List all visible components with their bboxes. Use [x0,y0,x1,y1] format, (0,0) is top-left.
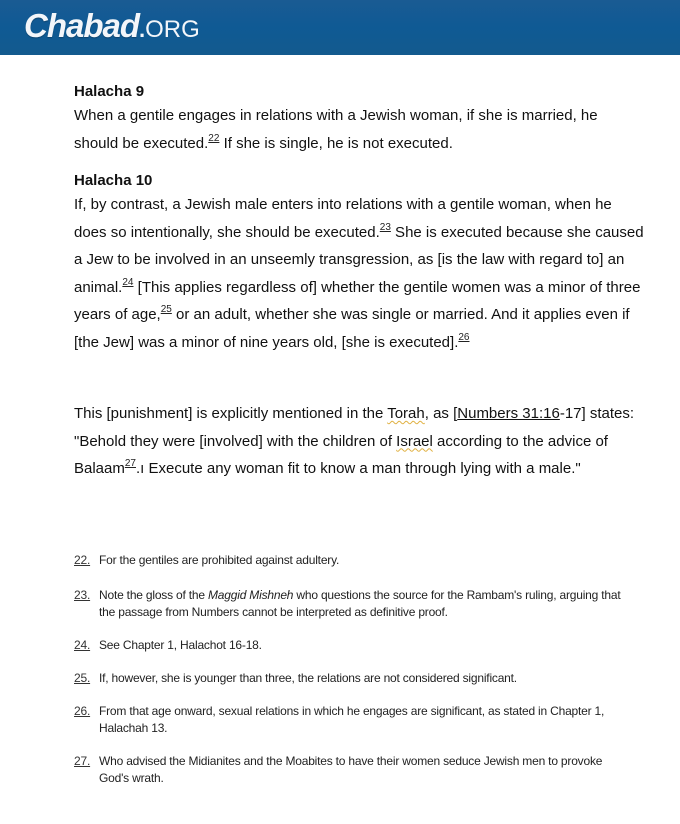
footnote-text: Who advised the Midianites and the Moabites to have their women seduce Jewish men to provoke God's wrath. [99,754,603,785]
text-span: or an adult, whether she was single or married. And it applies even if [the Jew] was a minor of nine years old, [she is executed]. [74,306,630,351]
footnote-link-26[interactable]: 26 [458,331,470,343]
glossary-term-israel[interactable]: Israel [396,432,433,450]
footnote-item [74,552,634,569]
footnote-link-22[interactable]: 22 [208,132,220,144]
footnote-number [74,670,99,687]
footnote-link-25[interactable]: 25 [160,304,172,315]
glossary-term-torah[interactable]: Torah [387,405,425,422]
halacha-10-section [74,171,644,356]
halacha-9-text [74,102,644,157]
footnote-number [74,552,99,569]
text-span: , as [ [424,405,458,422]
text-span: If she is single, he is not executed. [219,134,453,152]
footnote-ref-23 [380,222,391,233]
footnote-back-link-27[interactable]: 27. [74,754,91,768]
halacha-9-title: Halacha 9 [74,83,145,100]
footnote-item [74,753,634,787]
text-span: She is executed because she caused a Jew to be involved in an unseemly transgression, as [is the law with regard to] an animal. [74,223,644,296]
footnote-ref-27 [125,458,136,469]
footnote-ref-26 [458,332,469,343]
footnote-link-24[interactable]: 24 [122,276,134,288]
text-span: who questions the source for the Rambam's ruling, arguing that the passage from Numbers cannot be interpreted as definitive proof. [99,588,621,619]
footnote-ref-25 [161,304,172,315]
footnote-back-link-23[interactable]: 23. [74,588,91,602]
halacha-10-title: Halacha 10 [74,172,153,189]
halacha-9-section [74,82,644,157]
footnote-back-link-26[interactable]: 26. [74,704,91,718]
text-span: If, by contrast, a Jewish male enters into relations with a gentile woman, when he does so intentionally, she should be executed. [74,196,612,241]
torah-reference-text [74,400,644,483]
footnote-number [74,703,99,737]
logo-dot: . [139,17,146,42]
footnote-number [74,637,99,654]
footnote-text: For the gentiles are prohibited against adultery. [99,553,340,567]
chabad-logo[interactable] [24,8,200,51]
logo-org-text: ORG [145,16,200,43]
text-span: .ı Execute any woman fit to know a man through lying with a male." [135,460,581,477]
footnote-ref-24 [122,277,133,288]
text-span: When a gentile engages in relations with a Jewish woman, if she is married, he should be executed. [74,107,598,152]
logo-main-text: Chabad [24,7,140,44]
footnote-link-23[interactable]: 23 [379,221,391,233]
footnote-ref-22 [208,133,219,144]
halacha-10-text [74,191,644,356]
numbers-verse-link[interactable]: Numbers 31:16 [457,405,560,422]
text-span: Note the gloss of the [99,588,209,602]
footnote-item [74,703,634,737]
footnote-item [74,637,634,654]
footnote-number [74,587,99,621]
text-span: according to the advice of Balaam [74,432,608,477]
text-span: [This applies regardless of] whether the gentile women was a minor of three years of age, [74,278,641,323]
footnote-item [74,670,634,687]
footnote-text: From that age onward, sexual relations in which he engages are significant, as stated in Chapter 1, Halachah 13. [99,704,605,735]
footnote-back-link-24[interactable]: 24. [74,638,91,652]
footnote-item [74,587,634,621]
footnote-back-link-25[interactable]: 25. [74,671,91,685]
footnote-text: If, however, she is younger than three, the relations are not considered significant. [99,671,517,685]
footnote-back-link-22[interactable]: 22. [74,553,91,567]
footnote-text [99,587,634,621]
book-title: Maggid Mishneh [208,588,294,602]
site-header [0,0,680,55]
footnote-number [74,753,99,787]
text-span: This [punishment] is explicitly mentioned in the [74,405,388,422]
text-span: -17] states: "Behold they were [involved] with the children of [74,405,635,450]
torah-reference-section [74,400,644,483]
footnote-link-27[interactable]: 27 [124,458,136,469]
footnote-text: See Chapter 1, Halachot 16-18. [99,638,262,652]
